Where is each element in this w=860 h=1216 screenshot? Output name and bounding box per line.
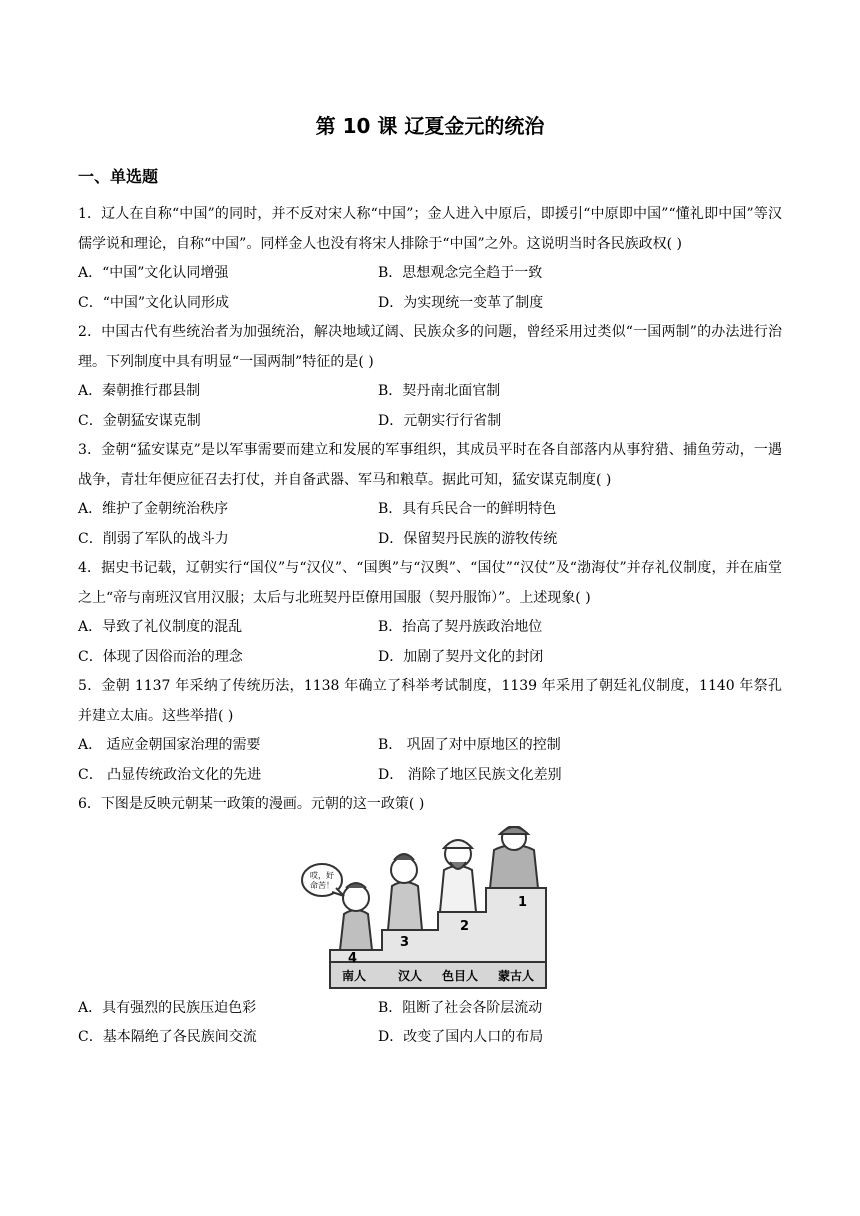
question-stem: 2．中国古代有些统治者为加强统治，解决地域辽阔、民族众多的问题，曾经采用过类似“一国两制”的办法进行治理。下列制度中具有明显“一国两制”特征的是( ) — [78, 324, 782, 370]
step-number-1: 1 — [518, 894, 528, 910]
option-c[interactable]: C．“中国”文化认同形成 — [78, 294, 230, 311]
option-d[interactable]: D．保留契丹民族的游牧传统 — [378, 530, 558, 547]
cartoon-figure — [300, 826, 562, 994]
option-grid — [78, 259, 782, 318]
option-c[interactable]: C．削弱了军队的战斗力 — [78, 530, 229, 547]
figure-mengguren — [490, 826, 538, 888]
label-nanren: 南人 — [341, 968, 367, 983]
option-d[interactable]: D．为实现统一变革了制度 — [378, 294, 544, 311]
option-b[interactable]: B．思想观念完全趋于一致 — [378, 265, 543, 281]
option-d[interactable]: D．加剧了契丹文化的封闭 — [378, 648, 544, 665]
option-d[interactable]: D． 消除了地区民族文化差别 — [378, 766, 562, 783]
option-a[interactable]: A．维护了金朝统治秩序 — [78, 501, 229, 517]
option-grid — [78, 731, 782, 790]
option-a[interactable]: A．具有强烈的民族压迫色彩 — [78, 999, 257, 1016]
option-b[interactable]: B．抬高了契丹族政治地位 — [378, 619, 543, 635]
option-grid — [78, 377, 782, 436]
question-4 — [78, 554, 782, 672]
question-2 — [78, 318, 782, 436]
option-b[interactable]: B．具有兵民合一的鲜明特色 — [378, 501, 557, 517]
option-a[interactable]: A．“中国”文化认同增强 — [78, 265, 229, 281]
question-5 — [78, 672, 782, 790]
question-1 — [78, 200, 782, 318]
question-stem: 1．辽人在自称“中国”的同时，并不反对宋人称“中国”；金人进入中原后，即援引“中原即中国”“懂礼即中国”等汉儒学说和理论，自称“中国”。同样金人也没有将宋人排除于“中国”之外。这说明当时各民族政权( ) — [78, 206, 782, 252]
step-number-2: 2 — [460, 918, 470, 934]
question-stem: 4．据史书记载，辽朝实行“国仪”与“汉仪”、“国舆”与“汉舆”、“国仗”“汉仗”及“渤海仗”并存礼仪制度，并在庙堂之上“帝与南班汉官用汉服；太后与北班契丹臣僚用国服（契丹服饰）”。上述现象( ) — [78, 560, 782, 606]
figure-semuren — [440, 840, 476, 912]
speech-line-1: 哎，好 — [310, 870, 334, 880]
option-b[interactable]: B．阻断了社会各阶层流动 — [378, 999, 543, 1016]
option-d[interactable]: D．改变了国内人口的布局 — [378, 1029, 544, 1045]
option-grid — [78, 495, 782, 554]
option-d[interactable]: D．元朝实行行省制 — [378, 412, 502, 429]
question-stem: 6．下图是反映元朝某一政策的漫画。元朝的这一政策( ) — [78, 796, 425, 812]
step-number-4: 4 — [348, 950, 358, 966]
label-semuren: 色目人 — [441, 968, 479, 983]
step-number-3: 3 — [400, 934, 410, 950]
option-c[interactable]: C． 凸显传统政治文化的先进 — [78, 766, 262, 783]
option-c[interactable]: C．基本隔绝了各民族间交流 — [78, 1029, 257, 1045]
option-c[interactable]: C．金朝猛安谋克制 — [78, 412, 201, 429]
page-title: 第 10 课 辽夏金元的统治 — [315, 114, 545, 138]
label-hanren: 汉人 — [397, 968, 423, 983]
option-a[interactable]: A． 适应金朝国家治理的需要 — [78, 737, 261, 753]
option-c[interactable]: C．体现了因俗而治的理念 — [78, 648, 243, 665]
cartoon-illustration — [300, 826, 562, 994]
speech-line-2: 命苦！ — [310, 880, 334, 890]
option-grid — [78, 994, 782, 1053]
figure-hanren — [388, 854, 422, 930]
option-a[interactable]: A．秦朝推行郡县制 — [78, 383, 201, 399]
figure-nanren — [340, 883, 372, 950]
option-grid — [78, 613, 782, 672]
option-b[interactable]: B．契丹南北面官制 — [378, 383, 501, 399]
option-b[interactable]: B． 巩固了对中原地区的控制 — [378, 737, 561, 753]
question-3 — [78, 436, 782, 554]
option-a[interactable]: A．导致了礼仪制度的混乱 — [78, 619, 243, 635]
question-list — [78, 200, 782, 1053]
question-stem: 3．金朝“猛安谋克”是以军事需要而建立和发展的军事组织，其成员平时在各自部落内从事狩猎、捕鱼劳动，一遇战争，青壮年便应征召去打仗，并自备武器、军马和粮草。据此可知，猛安谋克制度( ) — [78, 442, 782, 488]
label-mengguren: 蒙古人 — [497, 968, 535, 983]
section-heading: 一、单选题 — [78, 167, 159, 186]
question-stem: 5．金朝 1137 年采纳了传统历法，1138 年确立了科举考试制度，1139 年采用了朝廷礼仪制度，1140 年祭孔并建立太庙。这些举措( ) — [78, 678, 782, 724]
question-6 — [78, 790, 782, 1053]
